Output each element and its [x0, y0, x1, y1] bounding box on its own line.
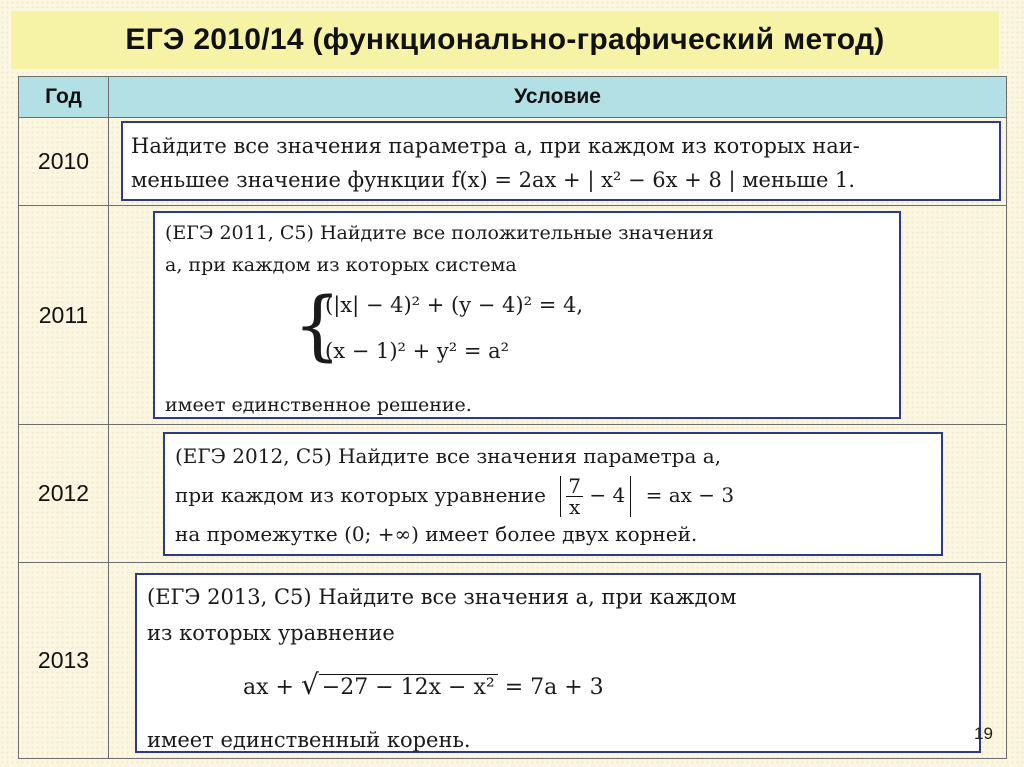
fraction	[566, 476, 583, 517]
row-condition	[109, 118, 1007, 206]
row-year: 2013	[19, 563, 109, 759]
slide-title: ЕГЭ 2010/14 (функционально-графический метод)	[125, 23, 885, 56]
row-condition	[109, 206, 1007, 425]
system-equation-1: (|x| − 4)² + (y − 4)² = 4,	[325, 293, 584, 317]
table-row	[19, 563, 1007, 759]
sqrt-sign: √	[300, 668, 319, 701]
system-brace: {	[293, 280, 342, 369]
task-line: a, при каждом из которых система	[165, 254, 517, 276]
task-box-2011	[153, 211, 901, 419]
sqrt-radicand: −27 − 12x − x²	[319, 674, 498, 700]
row-year: 2011	[19, 206, 109, 425]
page-number: 19	[974, 724, 993, 743]
tasks-table	[18, 76, 1007, 759]
task-line: Найдите все значения параметра a, при каждом из которых наи-	[131, 134, 860, 158]
table-row	[19, 118, 1007, 206]
equation-system	[165, 280, 889, 383]
table-header-row	[19, 77, 1007, 118]
task-line: (ЕГЭ 2011, С5) Найдите все положительные значения	[165, 222, 714, 244]
equation-right: = ax − 3	[645, 483, 735, 507]
task-line: (ЕГЭ 2012, С5) Найдите все значения параметра a,	[175, 444, 722, 468]
task-text: при каждом из которых уравнение	[175, 483, 546, 507]
task-box-2013	[135, 573, 981, 753]
task-line-equation	[175, 474, 931, 519]
header-year: Год	[19, 77, 109, 118]
equation-left: ax +	[243, 675, 301, 700]
task-line: из которых уравнение	[147, 621, 395, 645]
table-row	[19, 425, 1007, 563]
task-box-2012	[163, 432, 943, 556]
slide-title-bar	[11, 11, 999, 69]
fraction-numerator: 7	[568, 474, 582, 498]
task-box-2010	[121, 121, 1001, 201]
task-line: (ЕГЭ 2013, С5) Найдите все значения a, при каждом	[147, 585, 737, 609]
row-year: 2010	[19, 118, 109, 206]
task-line: имеет единственный корень.	[147, 728, 471, 752]
task-equation	[243, 665, 969, 708]
header-condition: Условие	[109, 77, 1007, 118]
absolute-value	[560, 476, 631, 517]
task-line: на промежутке (0; +∞) имеет более двух корней.	[175, 522, 698, 546]
task-line: меньшее значение функции f(x) = 2ax + | x² − 6x + 8 | меньше 1.	[131, 168, 856, 192]
row-condition	[109, 425, 1007, 563]
equation-right: = 7a + 3	[497, 675, 604, 700]
task-line: имеет единственное решение.	[165, 394, 472, 416]
row-condition	[109, 563, 1007, 759]
abs-tail: − 4	[583, 483, 626, 507]
system-equation-2: (x − 1)² + y² = a²	[325, 339, 510, 363]
fraction-denominator: x	[569, 495, 581, 519]
row-year: 2012	[19, 425, 109, 563]
table-row	[19, 206, 1007, 425]
